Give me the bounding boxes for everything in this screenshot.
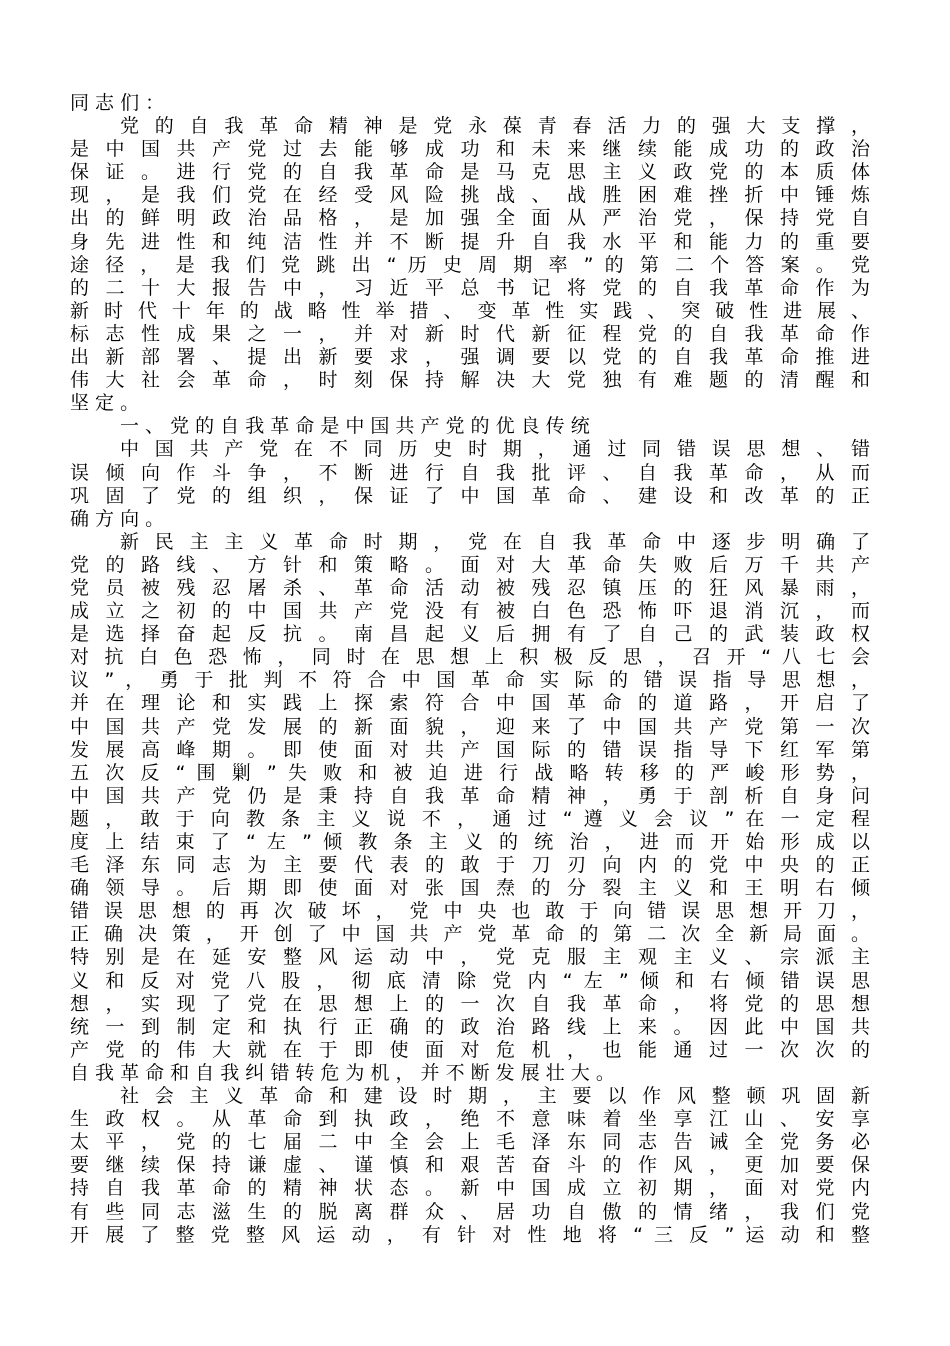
text-line: 一 、 党 的 自 我 革 命 是 中 国 共 产 党 的 优 良 传 统 <box>120 415 590 438</box>
text-line: 党 的 自 我 革 命 精 神 是 党 永 葆 青 春 活 力 的 强 大 支 撑 ， <box>120 115 870 138</box>
text-line: 确 领 导 。 后 期 即 使 面 对 张 国 焘 的 分 裂 主 义 和 王 明 右 倾 <box>70 877 870 900</box>
text-line: 党 的 路 线 、 方 针 和 策 略 。 面 对 大 革 命 失 败 后 万 千 共 产 <box>70 553 870 576</box>
text-line: 统 一 到 制 定 和 执 行 正 确 的 政 治 路 线 上 来 。 因 此 中 国 共 <box>70 1015 870 1038</box>
text-line: 新 民 主 主 义 革 命 时 期 ， 党 在 自 我 革 命 中 逐 步 明 确 了 <box>120 530 870 553</box>
text-line: 身 先 进 性 和 纯 洁 性 并 不 断 提 升 自 我 水 平 和 能 力 的 重 要 <box>70 230 870 253</box>
text-line: 标 志 性 成 果 之 一 ， 并 对 新 时 代 新 征 程 党 的 自 我 革 命 作 <box>70 322 870 345</box>
text-line: 度 上 结 束 了 “ 左 ” 倾 教 条 主 义 的 统 治 ， 进 而 开 始 形 成 以 <box>70 831 870 853</box>
text-line: 确 方 向 。 <box>70 507 165 530</box>
text-line: 出 新 部 署 、 提 出 新 要 求 ， 强 调 要 以 党 的 自 我 革 命 推 进 <box>70 346 870 369</box>
salutation: 同 志 们 ： <box>70 92 165 114</box>
text-line: 错 误 思 想 的 再 次 破 坏 ， 党 中 央 也 敢 于 向 错 误 思 想 开 刀 ， <box>70 900 870 923</box>
text-line: 的 二 十 大 报 告 中 ， 习 近 平 总 书 记 将 党 的 自 我 革 命 作 为 <box>70 276 870 299</box>
text-line: 保 证 。 进 行 党 的 自 我 革 命 是 马 克 思 主 义 政 党 的 本 质 体 <box>70 161 870 184</box>
text-line: 坚 定 。 <box>70 392 140 415</box>
text-line: 伟 大 社 会 革 命 ， 时 刻 保 持 解 决 大 党 独 有 难 题 的 清 醒 和 <box>70 369 870 392</box>
text-line: 是 选 择 奋 起 反 抗 。 南 昌 起 义 后 拥 有 了 自 己 的 武 装 政 权 <box>70 623 870 646</box>
text-line: 新 时 代 十 年 的 战 略 性 举 措 、 变 革 性 实 践 、 突 破 性 进 展 、 <box>70 299 870 322</box>
text-line: 特 别 是 在 延 安 整 风 运 动 中 ， 党 克 服 主 观 主 义 、 宗 派 主 <box>70 946 870 969</box>
text-line: 现 ， 是 我 们 党 在 经 受 风 险 挑 战 、 战 胜 困 难 挫 折 中 锤 炼 <box>70 184 870 207</box>
text-line: 是 中 国 共 产 党 过 去 能 够 成 功 和 未 来 继 续 能 成 功 的 政 治 <box>70 138 870 161</box>
text-line: 中 国 共 产 党 仍 是 秉 持 自 我 革 命 精 神 ， 勇 于 剖 析 自 身 问 <box>70 784 870 807</box>
text-line: 生 政 权 。 从 革 命 到 执 政 ， 绝 不 意 味 着 坐 享 江 山 、 安 享 <box>70 1108 870 1131</box>
text-line: 发 展 高 峰 期 。 即 使 面 对 共 产 国 际 的 错 误 指 导 下 红 军 第 <box>70 738 870 761</box>
text-line: 误 倾 向 作 斗 争 ， 不 断 进 行 自 我 批 评 、 自 我 革 命 ， 从 而 <box>70 461 870 484</box>
text-line: 并 在 理 论 和 实 践 上 探 索 符 合 中 国 革 命 的 道 路 ， 开 启 了 <box>70 692 870 715</box>
text-line: 题 ， 敢 于 向 教 条 主 义 说 不 ， 通 过 “ 遵 义 会 议 ” 在 一 定 程 <box>70 807 870 830</box>
text-line: 义 和 反 对 党 八 股 ， 彻 底 清 除 党 内 “ 左 ” 倾 和 右 倾 错 误 思 <box>70 969 870 992</box>
text-line: 社 会 主 义 革 命 和 建 设 时 期 ， 主 要 以 作 风 整 顿 巩 固 新 <box>120 1085 870 1108</box>
text-line: 对 抗 白 色 恐 怖 ， 同 时 在 思 想 上 积 极 反 思 ， 召 开 “ 八 七 会 <box>70 646 870 669</box>
text-line: 要 继 续 保 持 谦 虚 、 谨 慎 和 艰 苦 奋 斗 的 作 风 ， 更 加 要 保 <box>70 1154 870 1177</box>
text-line: 党 员 被 残 忍 屠 杀 、 革 命 活 动 被 残 忍 镇 压 的 狂 风 暴 雨 ， <box>70 576 870 599</box>
text-line: 持 自 我 革 命 的 精 神 状 态 。 新 中 国 成 立 初 期 ， 面 对 党 内 <box>70 1177 870 1200</box>
text-line: 巩 固 了 党 的 组 织 ， 保 证 了 中 国 革 命 、 建 设 和 改 革 的 正 <box>70 484 870 507</box>
document-body <box>70 92 870 1247</box>
text-line: 产 党 的 伟 大 就 在 于 即 使 面 对 危 机 ， 也 能 通 过 一 次 次 的 <box>70 1038 870 1061</box>
text-line: 五 次 反 “ 围 剿 ” 失 败 和 被 迫 进 行 战 略 转 移 的 严 峻 形 势 ， <box>70 761 870 784</box>
text-line: 毛 泽 东 同 志 为 主 要 代 表 的 敢 于 刀 刃 向 内 的 党 中 央 的 正 <box>70 854 870 877</box>
text-line: 成 立 之 初 的 中 国 共 产 党 没 有 被 白 色 恐 怖 吓 退 消 沉 ， 而 <box>70 600 870 623</box>
text-line: 想 ， 实 现 了 党 在 思 想 上 的 一 次 自 我 革 命 ， 将 党 的 思 想 <box>70 992 870 1015</box>
text-line: 正 确 决 策 ， 开 创 了 中 国 共 产 党 革 命 的 第 二 次 全 新 局 面 。 <box>70 923 870 946</box>
text-line: 太 平 ， 党 的 七 届 二 中 全 会 上 毛 泽 东 同 志 告 诫 全 党 务 必 <box>70 1131 870 1154</box>
text-line: 中 国 共 产 党 在 不 同 历 史 时 期 ， 通 过 同 错 误 思 想 、 错 <box>120 438 870 461</box>
text-line: 途 径 ， 是 我 们 党 跳 出 “ 历 史 周 期 率 ” 的 第 二 个 答 案 。 党 <box>70 253 870 276</box>
text-line: 出 的 鲜 明 政 治 品 格 ， 是 加 强 全 面 从 严 治 党 ， 保 持 党 自 <box>70 207 870 230</box>
text-line: 议 ” ， 勇 于 批 判 不 符 合 中 国 革 命 实 际 的 错 误 指 导 思 想 ， <box>70 669 870 692</box>
text-line: 自 我 革 命 和 自 我 纠 错 转 危 为 机 ， 并 不 断 发 展 壮 大 。 <box>70 1061 615 1084</box>
text-line: 有 些 同 志 滋 生 的 脱 离 群 众 、 居 功 自 傲 的 情 绪 ， 我 们 党 <box>70 1200 870 1223</box>
text-line: 开 展 了 整 党 整 风 运 动 ， 有 针 对 性 地 将 “ 三 反 ” 运 动 和 整 <box>70 1223 870 1246</box>
text-line: 中 国 共 产 党 发 展 的 新 面 貌 ， 迎 来 了 中 国 共 产 党 第 一 次 <box>70 715 870 738</box>
